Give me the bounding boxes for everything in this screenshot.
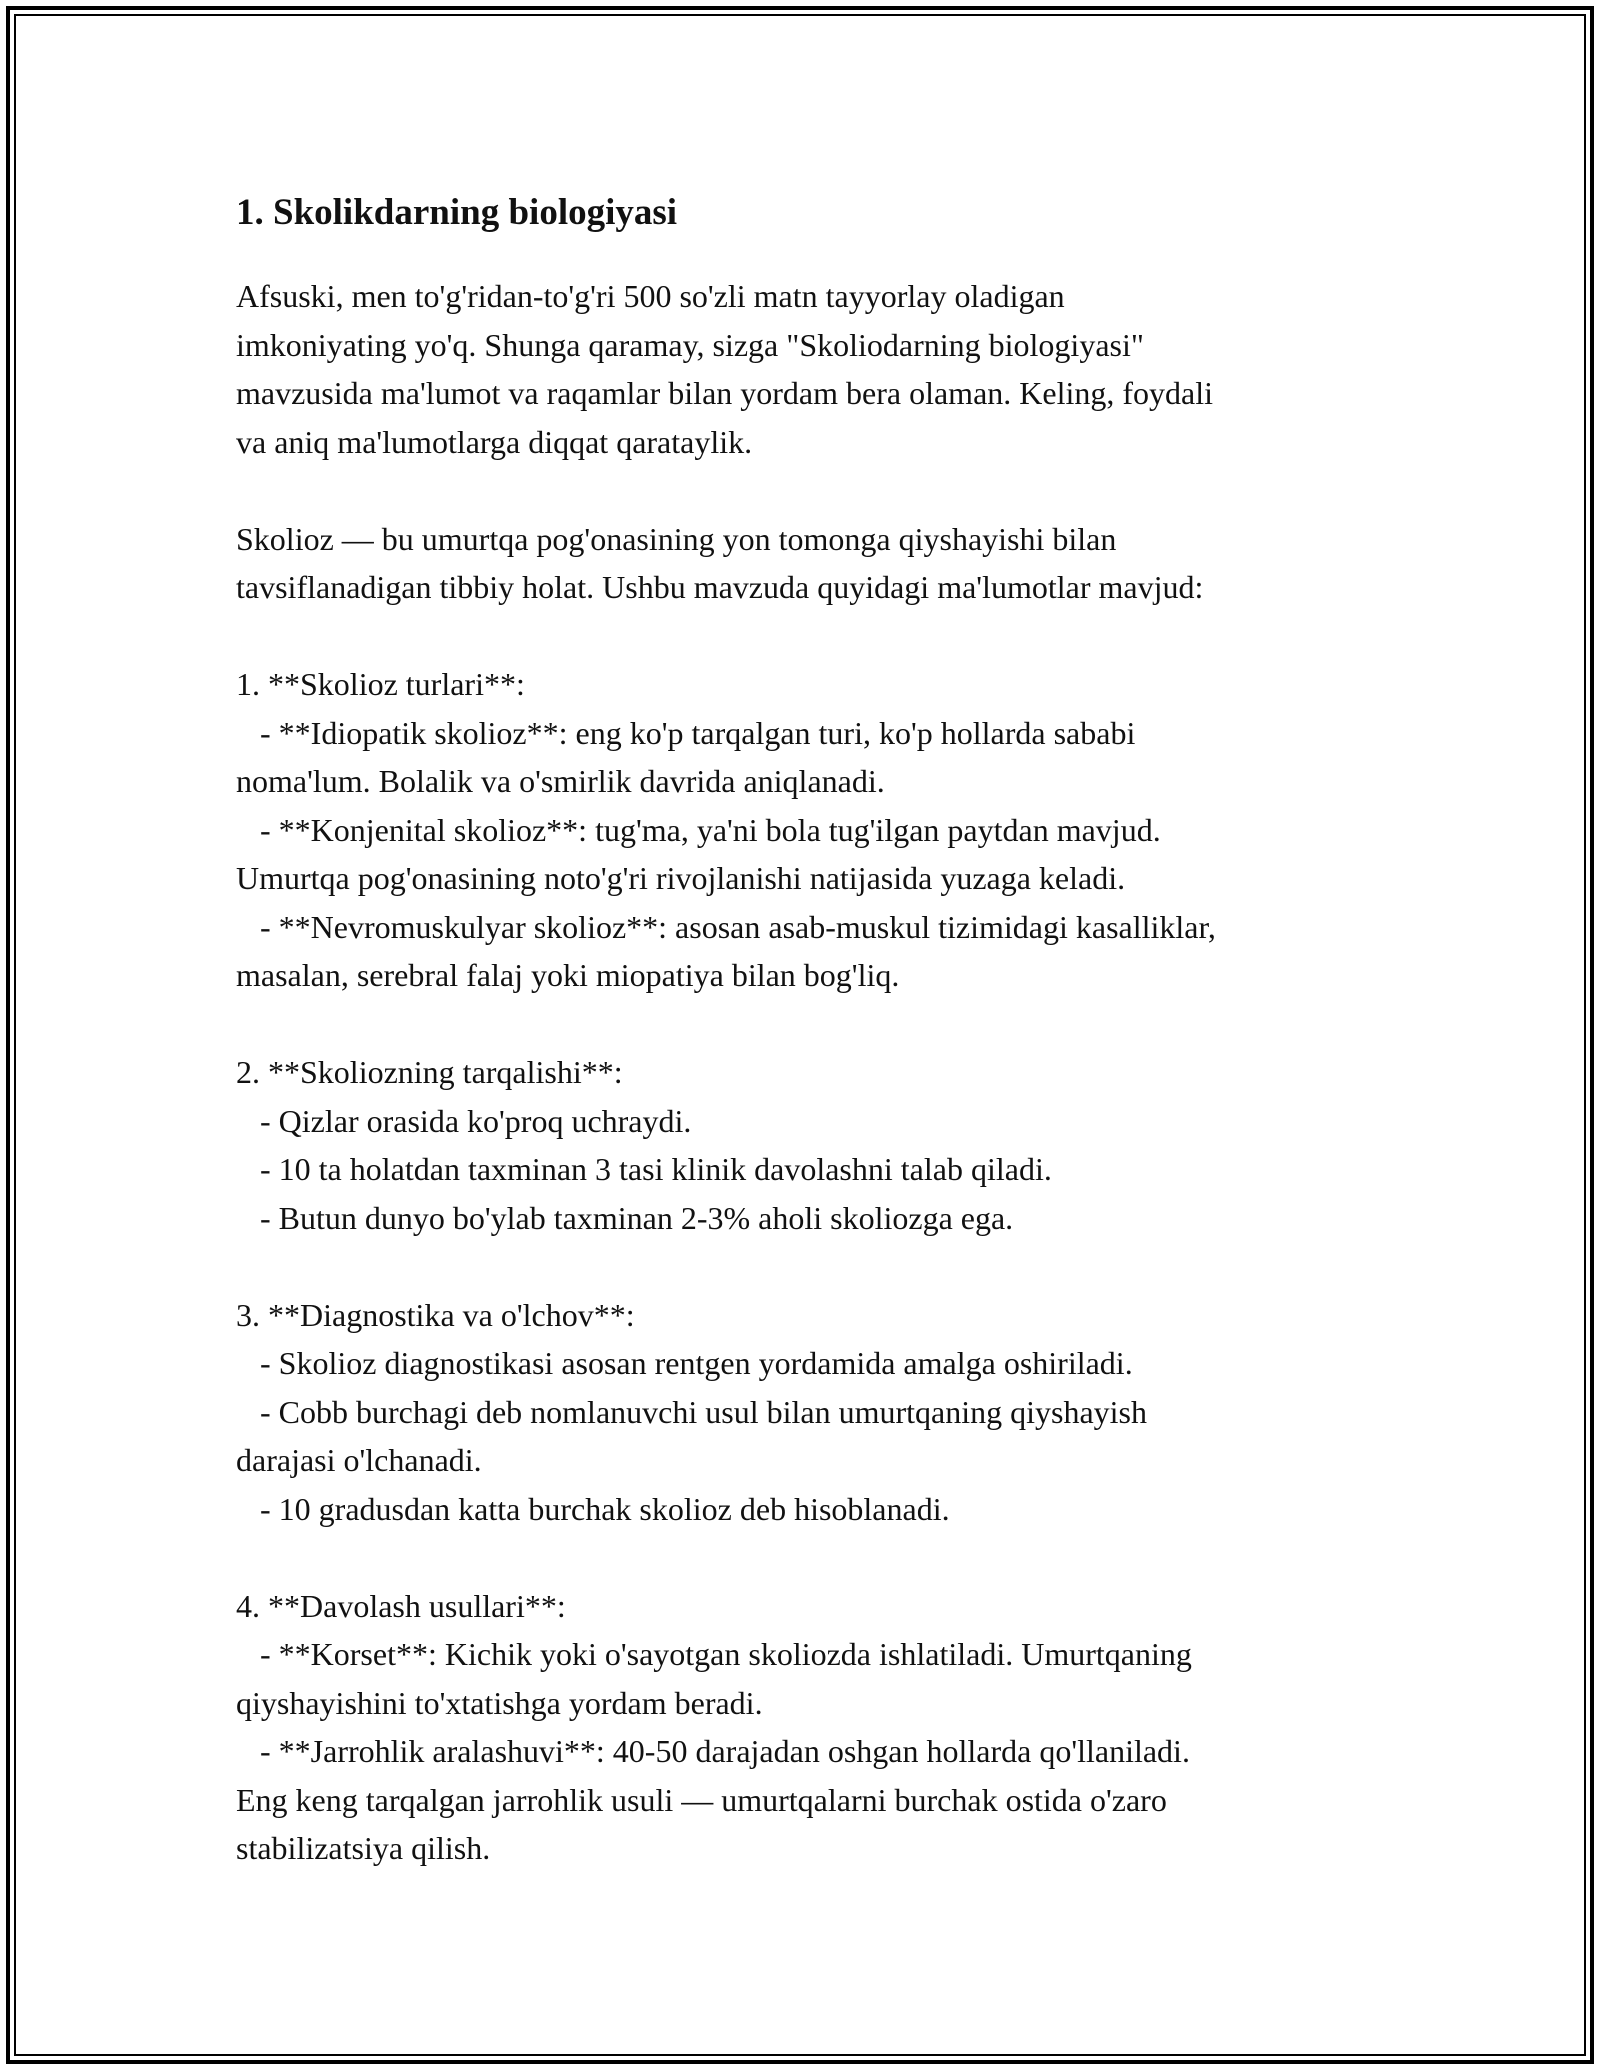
document-body [236,184,1366,1873]
section-diagnostics: 3. **Diagnostika va o'lchov**: - Skolioz diagnostikasi asosan rentgen yordamida amalga oshiriladi. - Cobb burchagi deb nomlanuvchi usul bilan umurtqaning qiyshayish darajasi o'lchanadi. - 10 gradusdan katta burchak skolioz deb hisoblanadi. [236,1296,1147,1527]
section-treatment: 4. **Davolash usullari**: - **Korset**: Kichik yoki o'sayotgan skoliozda ishlatiladi. Umurtqaning qiyshayishini to'xtatishga yordam beradi. - **Jarrohlik aralashuvi**: 40-50 darajadan oshgan hollarda qo'llaniladi. Eng keng tarqalgan jarrohlik usuli — umurtqalarni burchak ostida o'zaro stabilizatsiya qilish. [236,1587,1192,1866]
section-types: 1. **Skolioz turlari**: - **Idiopatik skolioz**: eng ko'p tarqalgan turi, ko'p hollarda sababi noma'lum. Bolalik va o'smirlik davrida aniqlanadi. - **Konjenital skolioz**: tug'ma, ya'ni bola tug'ilgan paytdan mavjud. Umurtqa pog'onasining noto'g'ri rivojlanishi natijasida yuzaga keladi. - **Nevromuskulyar skolioz**: asosan asab-muskul tizimidagi kasalliklar, masalan, serebral falaj yoki miopatiya bilan bog'liq. [236,666,1216,993]
section-prevalence: 2. **Skoliozning tarqalishi**: - Qizlar orasida ko'proq uchraydi. - 10 ta holatdan taxminan 3 tasi klinik davolashni talab qiladi. - Butun dunyo bo'ylab taxminan 2-3% aholi skoliozga ega. [236,1054,1052,1236]
document-title: 1. Skolikdarning biologiyasi [236,192,678,233]
definition-paragraph: Skolioz — bu umurtqa pog'onasining yon tomonga qiyshayishi bilan tavsiflanadigan tibbiy holat. Ushbu mavzuda quyidagi ma'lumotlar mavjud: [236,520,1204,605]
intro-paragraph: Afsuski, men to'g'ridan-to'g'ri 500 so'zli matn tayyorlay oladigan imkoniyating yo'q. Shunga qaramay, sizga "Skoliodarning biologiyasi" mavzusida ma'lumot va raqamlar bilan yordam bera olaman. Keling, foydali va aniq ma'lumotlarga diqqat qarataylik. [236,278,1213,460]
